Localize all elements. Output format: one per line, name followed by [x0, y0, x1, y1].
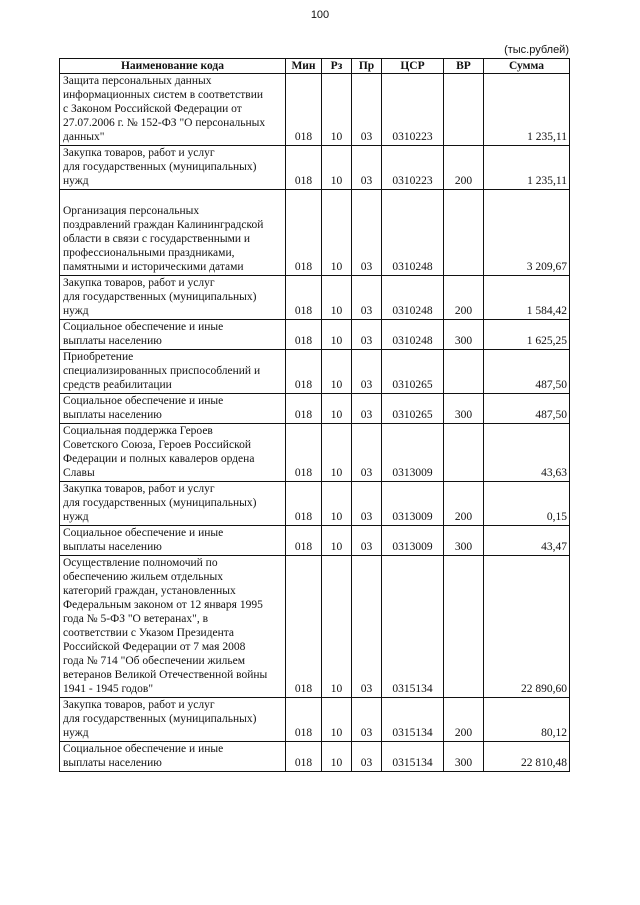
- cell-vr: 300: [444, 526, 484, 556]
- cell-rz: 10: [322, 482, 352, 526]
- cell-name: Социальное обеспечение и иные выплаты населению: [60, 394, 286, 424]
- table-row: [60, 74, 570, 146]
- cell-rz: 10: [322, 146, 352, 190]
- cell-rz: 10: [322, 350, 352, 394]
- cell-sum: 0,15: [484, 482, 570, 526]
- budget-table: [59, 58, 570, 772]
- cell-csr: 0310223: [382, 74, 444, 146]
- cell-rz: 10: [322, 742, 352, 772]
- cell-vr: 300: [444, 742, 484, 772]
- cell-csr: 0310223: [382, 146, 444, 190]
- cell-sum: 43,63: [484, 424, 570, 482]
- cell-rz: 10: [322, 190, 352, 276]
- cell-pr: 03: [352, 74, 382, 146]
- header-csr: ЦСР: [382, 59, 444, 74]
- cell-name: Социальное обеспечение и иные выплаты населению: [60, 526, 286, 556]
- cell-pr: 03: [352, 350, 382, 394]
- cell-min: 018: [286, 190, 322, 276]
- cell-min: 018: [286, 276, 322, 320]
- cell-rz: 10: [322, 698, 352, 742]
- table-row: [60, 424, 570, 482]
- cell-min: 018: [286, 320, 322, 350]
- cell-name: Закупка товаров, работ и услуг для государственных (муниципальных) нужд: [60, 482, 286, 526]
- table-row: [60, 146, 570, 190]
- cell-vr: [444, 190, 484, 276]
- cell-name: Защита персональных данных информационных систем в соответствии с Законом Российской Федерации от 27.07.2006 г. № 152-ФЗ "О персональных данных": [60, 74, 286, 146]
- cell-min: 018: [286, 350, 322, 394]
- cell-sum: 487,50: [484, 350, 570, 394]
- cell-csr: 0310265: [382, 350, 444, 394]
- cell-name: Организация персональных поздравлений граждан Калининградской области в связи с государственными и профессиональными праздниками, памятными и историческими датами: [60, 190, 286, 276]
- cell-min: 018: [286, 394, 322, 424]
- cell-rz: 10: [322, 320, 352, 350]
- header-pr: Пр: [352, 59, 382, 74]
- cell-rz: 10: [322, 276, 352, 320]
- cell-name: Социальное обеспечение и иные выплаты населению: [60, 320, 286, 350]
- cell-vr: 300: [444, 394, 484, 424]
- cell-pr: 03: [352, 556, 382, 698]
- cell-sum: 3 209,67: [484, 190, 570, 276]
- cell-sum: 43,47: [484, 526, 570, 556]
- cell-csr: 0313009: [382, 424, 444, 482]
- cell-csr: 0315134: [382, 698, 444, 742]
- cell-name: Социальное обеспечение и иные выплаты населению: [60, 742, 286, 772]
- cell-min: 018: [286, 424, 322, 482]
- units-note: (тыс.рублей): [504, 44, 569, 56]
- header-rz: Рз: [322, 59, 352, 74]
- table-row: [60, 742, 570, 772]
- cell-vr: [444, 350, 484, 394]
- cell-pr: 03: [352, 742, 382, 772]
- cell-pr: 03: [352, 320, 382, 350]
- cell-sum: 80,12: [484, 698, 570, 742]
- cell-rz: 10: [322, 394, 352, 424]
- cell-sum: 22 810,48: [484, 742, 570, 772]
- page-number: 100: [310, 9, 330, 21]
- table-header-row: [60, 59, 570, 74]
- cell-vr: 300: [444, 320, 484, 350]
- cell-vr: 200: [444, 276, 484, 320]
- cell-sum: 487,50: [484, 394, 570, 424]
- cell-vr: [444, 74, 484, 146]
- cell-min: 018: [286, 482, 322, 526]
- cell-rz: 10: [322, 556, 352, 698]
- table-row: [60, 276, 570, 320]
- cell-csr: 0315134: [382, 742, 444, 772]
- cell-vr: [444, 424, 484, 482]
- cell-vr: 200: [444, 698, 484, 742]
- cell-sum: 1 235,11: [484, 74, 570, 146]
- table-row: [60, 698, 570, 742]
- cell-min: 018: [286, 74, 322, 146]
- cell-sum: 1 235,11: [484, 146, 570, 190]
- cell-vr: 200: [444, 482, 484, 526]
- cell-pr: 03: [352, 424, 382, 482]
- cell-rz: 10: [322, 526, 352, 556]
- cell-name: Приобретение специализированных приспособлений и средств реабилитации: [60, 350, 286, 394]
- cell-min: 018: [286, 526, 322, 556]
- table-row: [60, 526, 570, 556]
- cell-name: Закупка товаров, работ и услуг для государственных (муниципальных) нужд: [60, 146, 286, 190]
- cell-pr: 03: [352, 190, 382, 276]
- table-row: [60, 394, 570, 424]
- header-min: Мин: [286, 59, 322, 74]
- cell-pr: 03: [352, 482, 382, 526]
- cell-min: 018: [286, 146, 322, 190]
- table-row: [60, 556, 570, 698]
- cell-pr: 03: [352, 276, 382, 320]
- cell-csr: 0310248: [382, 276, 444, 320]
- cell-rz: 10: [322, 74, 352, 146]
- table-row: [60, 350, 570, 394]
- header-name: Наименование кода: [60, 59, 286, 74]
- cell-sum: 1 584,42: [484, 276, 570, 320]
- cell-min: 018: [286, 556, 322, 698]
- cell-name: Социальная поддержка Героев Советского Союза, Героев Российской Федерации и полных кавалеров ордена Славы: [60, 424, 286, 482]
- cell-pr: 03: [352, 394, 382, 424]
- cell-sum: 22 890,60: [484, 556, 570, 698]
- cell-csr: 0315134: [382, 556, 444, 698]
- cell-csr: 0313009: [382, 526, 444, 556]
- cell-min: 018: [286, 742, 322, 772]
- cell-vr: [444, 556, 484, 698]
- cell-min: 018: [286, 698, 322, 742]
- cell-name: Закупка товаров, работ и услуг для государственных (муниципальных) нужд: [60, 698, 286, 742]
- cell-sum: 1 625,25: [484, 320, 570, 350]
- cell-csr: 0310248: [382, 320, 444, 350]
- header-vr: ВР: [444, 59, 484, 74]
- cell-csr: 0313009: [382, 482, 444, 526]
- cell-csr: 0310248: [382, 190, 444, 276]
- cell-rz: 10: [322, 424, 352, 482]
- cell-vr: 200: [444, 146, 484, 190]
- cell-csr: 0310265: [382, 394, 444, 424]
- cell-name: Осуществление полномочий по обеспечению жильем отдельных категорий граждан, установленных Федеральным законом от 12 января 1995 года № 5-ФЗ "О ветеранах", в соответствии с Указом Президента Российской Федерации от 7 мая 2008 года № 714 "Об обеспечении жильем ветеранов Великой Отечественной войны 1941 - 1945 годов": [60, 556, 286, 698]
- cell-pr: 03: [352, 698, 382, 742]
- table-body: [60, 74, 570, 772]
- header-sum: Сумма: [484, 59, 570, 74]
- table-row: [60, 482, 570, 526]
- table-row: [60, 320, 570, 350]
- cell-pr: 03: [352, 526, 382, 556]
- table-row: [60, 190, 570, 276]
- cell-pr: 03: [352, 146, 382, 190]
- cell-name: Закупка товаров, работ и услуг для государственных (муниципальных) нужд: [60, 276, 286, 320]
